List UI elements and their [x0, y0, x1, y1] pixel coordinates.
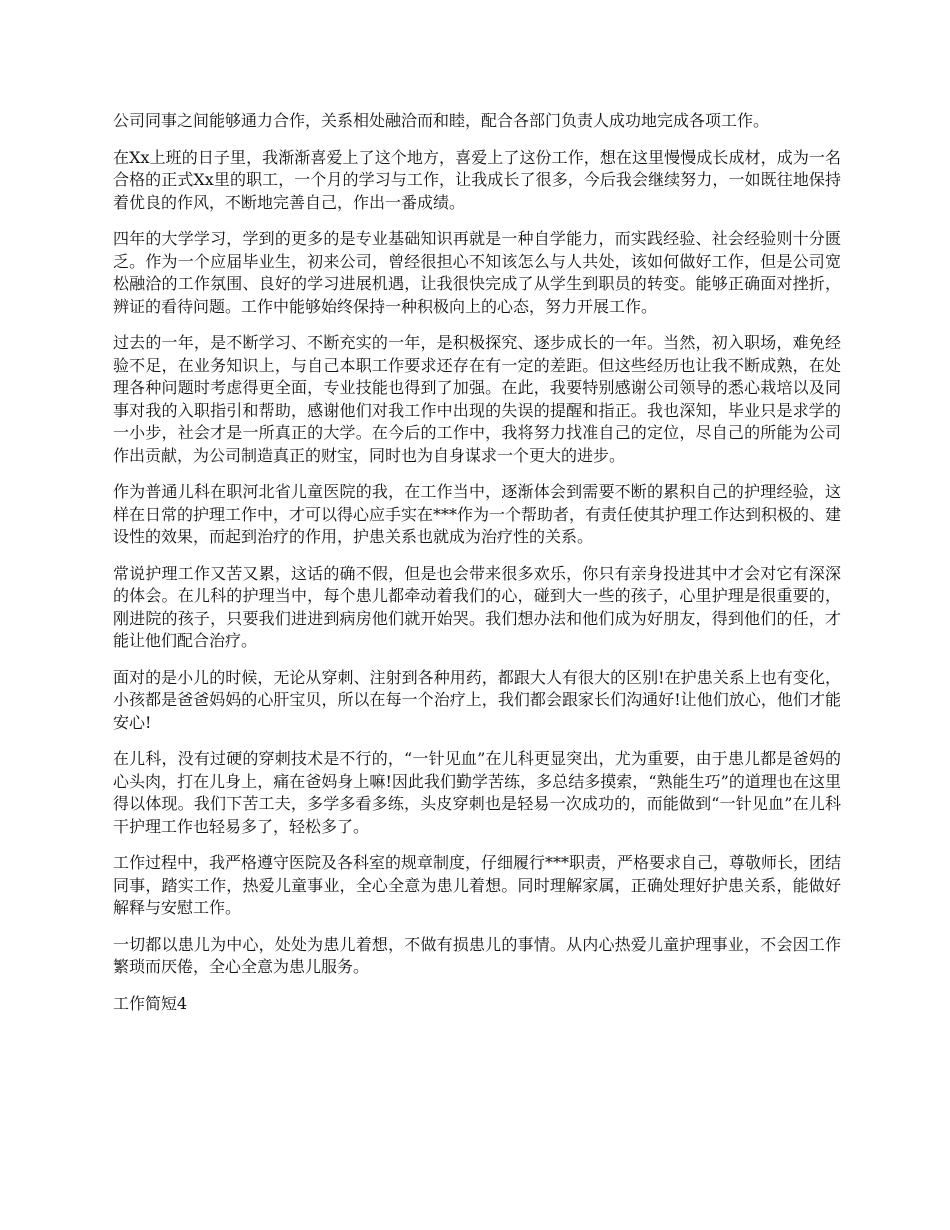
paragraph-6: 常说护理工作又苦又累，这话的确不假，但是也会带来很多欢乐，你只有亲身投进其中才会对它有深深的体会。在儿科的护理当中，每个患儿都牵动着我们的心，碰到大一些的孩子，心里护理是很重要的，刚进院的孩子，只要我们进进到病房他们就开始哭。我们想办法和他们成为好朋友，得到他们的任，才能让他们配合治疗。 [113, 563, 841, 650]
paragraph-9: 工作过程中，我严格遵守医院及各科室的规章制度，仔细履行***职责，严格要求自己，尊敬师长，团结同事，踏实工作，热爱儿童事业，全心全意为患儿着想。同时理解家属，正确处理好护患关系，能做好解释与安慰工作。 [113, 853, 842, 917]
paragraph-1: 公司同事之间能够通力合作，关系相处融洽而和睦，配合各部门负责人成功地完成各项工作。 [113, 111, 770, 130]
paragraph-3: 四年的大学学习，学到的更多的是专业基础知识再就是一种自学能力，而实践经验、社会经验则十分匮乏。作为一个应届毕业生，初来公司，曾经很担心不知该怎么与人共处，该如何做好工作，但是公司宽松融洽的工作氛围、良好的学习进展机遇，让我很快完成了从学生到职员的转变。能够正确面对挫折，辨证的看待问题。工作中能够始终保持一种积极向上的心态，努力开展工作。 [113, 229, 841, 316]
paragraph-7: 面对的是小儿的时候，无论从穿刺、注射到各种用药，都跟大人有很大的区别!在护患关系上也有变化，小孩都是爸爸妈妈的心肝宝贝，所以在每一个治疗上，我们都会跟家长们沟通好!让他们放心，他们才能安心! [113, 667, 841, 732]
paragraph-4: 过去的一年，是不断学习、不断充实的一年，是积极探究、逐步成长的一年。当然，初入职场，难免经验不足，在业务知识上，与自己本职工作要求还存在有一定的差距。但这些经历也让我不断成熟，在处理各种问题时考虑得更全面，专业技能也得到了加强。在此，我要特别感谢公司领导的悉心栽培以及同事对我的入职指引和帮助，感谢他们对我工作中出现的失误的提醒和指正。我也深知，毕业只是求学的一小步，社会才是一所真正的大学。在今后的工作中，我将努力找准自己的定位，尽自己的所能为公司作出贡献，为公司制造真正的财宝，同时也为自身谋求一个更大的进步。 [113, 333, 841, 465]
paragraph-8: 在儿科，没有过硬的穿刺技术是不行的，“一针见血”在儿科更显突出，尤为重要，由于患儿都是爸妈的心头肉，打在儿身上，痛在爸妈身上嘛!因此我们勤学苦练，多总结多摸索，“熟能生巧”的道理也在这里得以体现。我们下苦工夫，多学多看多练，头皮穿刺也是轻易一次成功的，而能做到“一针见血”在儿科干护理工作也轻易多了，轻松多了。 [113, 749, 841, 836]
paragraph-10: 一切都以患儿为中心，处处为患儿着想，不做有损患儿的事情。从内心热爱儿童护理事业，不会因工作繁琐而厌倦，全心全意为患儿服务。 [113, 934, 841, 976]
paragraph-2: 在Xx上班的日子里，我渐渐喜爱上了这个地方，喜爱上了这份工作，想在这里慢慢成长成材，成为一名合格的正式Xx里的职工，一个月的学习与工作，让我成长了很多，今后我会继续努力，一如既往地保持着优良的作风，不断地完善自己，作出一番成绩。 [113, 147, 841, 212]
section-heading: 工作简短4 [113, 993, 188, 1013]
paragraph-5: 作为普通儿科在职河北省儿童医院的我，在工作当中，逐渐体会到需要不断的累积自己的护理经验，这样在日常的护理工作中，才可以得心应手实在***作为一个帮助者，有责任使其护理工作达到积极的、建设性的效果，而起到治疗的作用，护患关系也就成为治疗性的关系。 [113, 482, 842, 546]
document-body [113, 110, 841, 1015]
